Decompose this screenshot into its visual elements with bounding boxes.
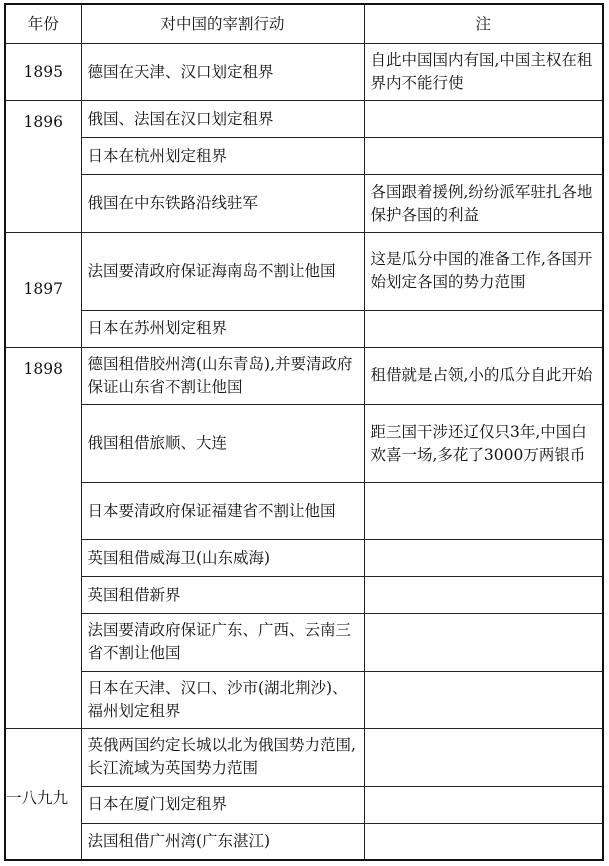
note-cell (364, 614, 603, 671)
note-cell: 自此中国国内有国,中国主权在租界内不能行使 (364, 44, 603, 101)
table-row (5, 540, 603, 577)
action-cell: 法国要清政府保证海南岛不割让他国 (81, 232, 364, 310)
note-cell: 各国跟着援例,纷纷派军驻扎各地保护各国的利益 (364, 175, 603, 232)
note-cell (364, 786, 603, 823)
table-row (5, 729, 603, 786)
note-cell (364, 310, 603, 347)
table-row (5, 577, 603, 614)
action-cell: 俄国租借旅顺、大连 (81, 405, 364, 483)
table-row (5, 101, 603, 138)
action-cell: 日本在天津、汉口、沙市(湖北荆沙)、福州划定租界 (81, 671, 364, 728)
note-cell: 租借就是占领,小的瓜分自此开始 (364, 347, 603, 404)
note-cell (364, 823, 603, 860)
note-cell: 这是瓜分中国的准备工作,各国开始划定各国的势力范围 (364, 232, 603, 310)
action-cell: 法国要清政府保证广东、广西、云南三省不割让他国 (81, 614, 364, 671)
note-cell (364, 540, 603, 577)
year-cell: 一八九九 (5, 729, 81, 860)
action-cell: 俄国在中东铁路沿线驻军 (81, 175, 364, 232)
table-row (5, 614, 603, 671)
note-cell: 距三国干涉还辽仅只3年,中国白欢喜一场,多花了3000万两银币 (364, 405, 603, 483)
table-row (5, 786, 603, 823)
note-cell (364, 101, 603, 138)
note-cell (364, 671, 603, 728)
table-row (5, 175, 603, 232)
note-cell (364, 482, 603, 539)
note-cell (364, 577, 603, 614)
year-cell: 1896 (5, 101, 81, 232)
action-cell: 日本在苏州划定租界 (81, 310, 364, 347)
action-cell: 俄国、法国在汉口划定租界 (81, 101, 364, 138)
year-cell: 1898 (5, 347, 81, 729)
action-cell: 英国租借新界 (81, 577, 364, 614)
year-cell: 1895 (5, 44, 81, 101)
history-table (4, 3, 604, 861)
action-cell: 英俄两国约定长城以北为俄国势力范围,长江流域为英国势力范围 (81, 729, 364, 786)
header-note: 注 (364, 4, 603, 44)
table-row (5, 232, 603, 310)
table-row (5, 138, 603, 175)
action-cell: 日本在杭州划定租界 (81, 138, 364, 175)
action-cell: 法国租借广州湾(广东湛江) (81, 823, 364, 860)
header-row (5, 4, 603, 44)
action-cell: 德国租借胶州湾(山东青岛),并要清政府保证山东省不割让他国 (81, 347, 364, 404)
action-cell: 德国在天津、汉口划定租界 (81, 44, 364, 101)
action-cell: 日本在厦门划定租界 (81, 786, 364, 823)
header-year: 年份 (5, 4, 81, 44)
table-row (5, 671, 603, 728)
note-cell (364, 729, 603, 786)
note-cell (364, 138, 603, 175)
table-row (5, 405, 603, 483)
table-row (5, 482, 603, 539)
table-row (5, 310, 603, 347)
table-row (5, 44, 603, 101)
action-cell: 英国租借威海卫(山东威海) (81, 540, 364, 577)
table-row (5, 347, 603, 404)
action-cell: 日本要清政府保证福建省不割让他国 (81, 482, 364, 539)
header-action: 对中国的宰割行动 (81, 4, 364, 44)
year-cell: 1897 (5, 232, 81, 347)
table-row (5, 823, 603, 860)
